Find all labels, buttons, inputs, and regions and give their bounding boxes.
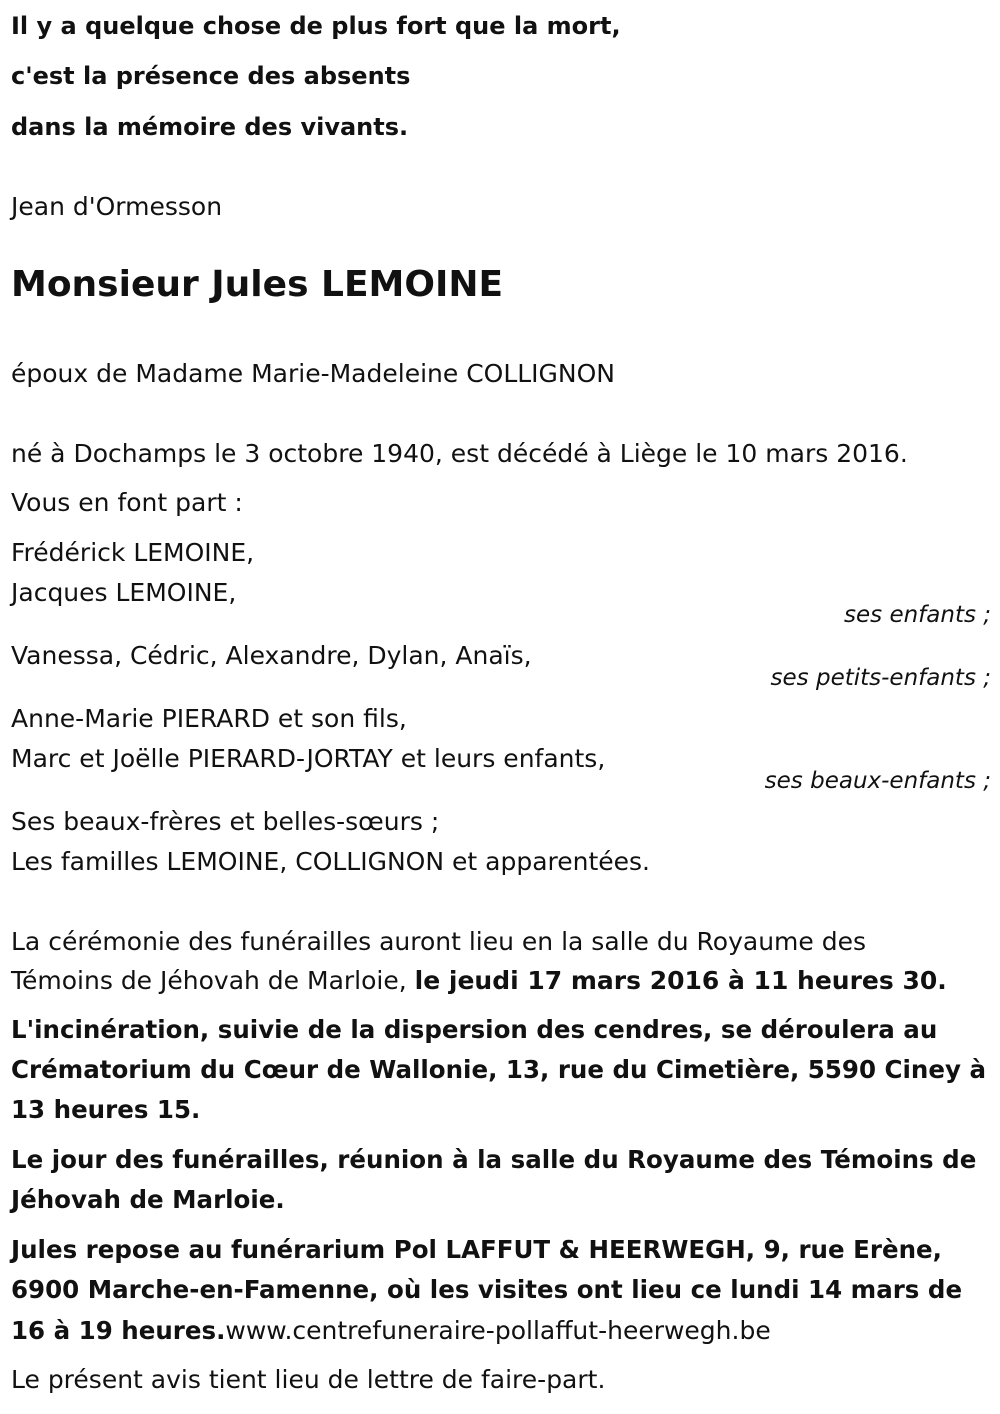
announcement-intro: Vous en font part : (11, 488, 243, 517)
quote-author: Jean d'Ormesson (11, 192, 223, 221)
reunion-line-1: Le jour des funérailles, réunion à la salle du Royaume des Témoins de (11, 1145, 977, 1174)
stepchild-name-1: Anne-Marie PIERARD et son fils, (11, 704, 407, 733)
reunion-line-2: Jéhovah de Marloie. (11, 1185, 285, 1214)
dates-line: né à Dochamps le 3 octobre 1940, est décédé à Liège le 10 mars 2016. (11, 439, 908, 468)
others-line-1: Ses beaux-frères et belles-sœurs ; (11, 807, 440, 836)
visitation-line-2: 6900 Marche-en-Famenne, où les visites ont lieu ce lundi 14 mars de (11, 1275, 963, 1304)
cremation-line-2: Crématorium du Cœur de Wallonie, 13, rue du Cimetière, 5590 Ciney à (11, 1055, 986, 1084)
ceremony-line-1: La cérémonie des funérailles auront lieu en la salle du Royaume des (11, 927, 866, 956)
quote-line-3: dans la mémoire des vivants. (11, 113, 409, 141)
deceased-name: Monsieur Jules LEMOINE (11, 264, 504, 305)
children-relation: ses enfants ; (844, 602, 991, 628)
cremation-line-1: L'incinération, suivie de la dispersion des cendres, se déroulera au (11, 1015, 938, 1044)
stepchild-name-2: Marc et Joëlle PIERARD-JORTAY et leurs enfants, (11, 744, 606, 773)
child-name-1: Frédérick LEMOINE, (11, 538, 255, 567)
others-line-2: Les familles LEMOINE, COLLIGNON et apparentées. (11, 847, 651, 876)
quote-line-2: c'est la présence des absents (11, 62, 411, 90)
visitation-line-1: Jules repose au funérarium Pol LAFFUT & HEERWEGH, 9, rue Erène, (11, 1235, 942, 1264)
ceremony-location: Témoins de Jéhovah de Marloie, (11, 966, 407, 995)
cremation-line-3: 13 heures 15. (11, 1095, 201, 1124)
quote-line-1: Il y a quelque chose de plus fort que la mort, (11, 12, 621, 40)
grandchildren-relation: ses petits-enfants ; (770, 665, 991, 691)
spouse-line: époux de Madame Marie-Madeleine COLLIGNON (11, 359, 616, 388)
ceremony-line-2 (11, 968, 947, 993)
stepchildren-relation: ses beaux-enfants ; (764, 768, 991, 794)
grandchildren-names: Vanessa, Cédric, Alexandre, Dylan, Anaïs, (11, 641, 532, 670)
visitation-hours: 16 à 19 heures. (11, 1316, 226, 1345)
child-name-2: Jacques LEMOINE, (11, 578, 237, 607)
visitation-line-3 (11, 1318, 771, 1344)
closing-line: Le présent avis tient lieu de lettre de faire-part. (11, 1365, 606, 1394)
funeral-home-website[interactable]: www.centrefuneraire-pollaffut-heerwegh.be (225, 1316, 771, 1345)
ceremony-datetime: le jeudi 17 mars 2016 à 11 heures 30. (414, 966, 947, 995)
